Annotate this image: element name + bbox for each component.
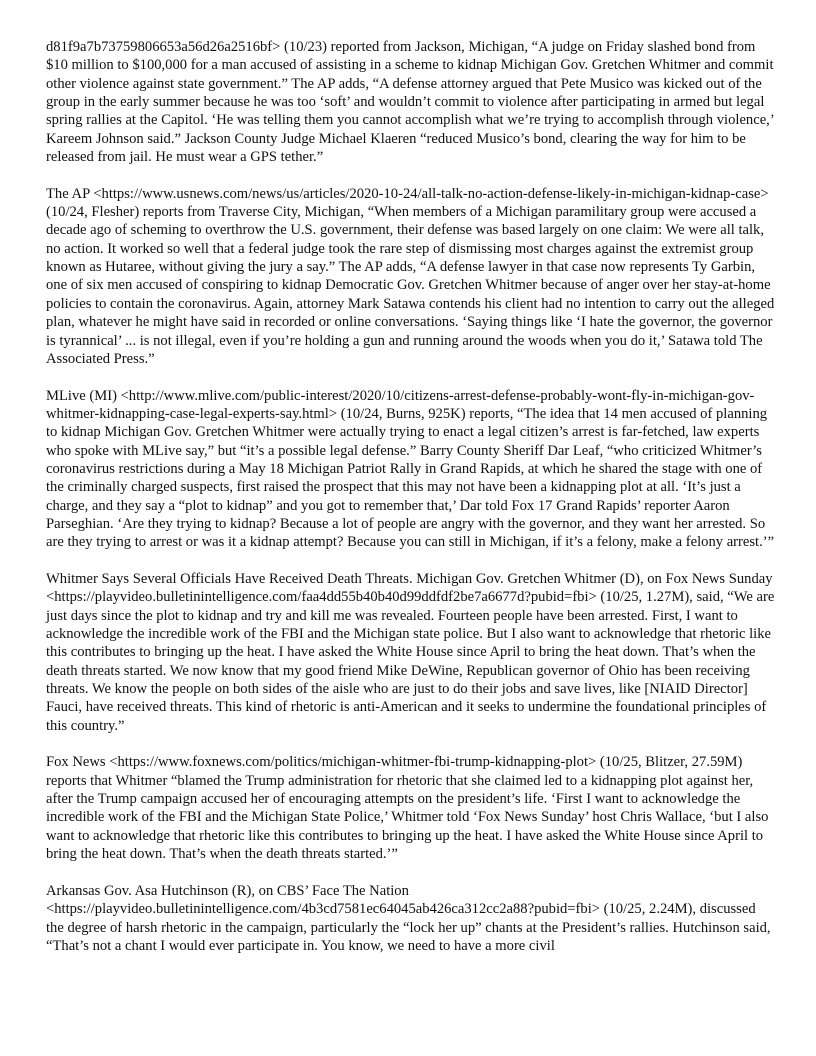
paragraph-whitmer-death-threats: Whitmer Says Several Officials Have Received Death Threats. Michigan Gov. Gretchen Whitmer (D), on Fox News Sunday <https://playvideo.bulletinintelligence.com/faa4dd55b40b40d99ddfdf2be7a6677d?pubid=fbi> (10/25, 1.27M), said, “We are just days since the plot to kidnap and try and kill me was revealed. Fourteen people have been arrested. First, I want to acknowledge the incredible work of the FBI and the Michigan state police. But I also want to acknowledge that rhetoric like this contributes to bringing up the heat. I have asked the White House since April to bring the heat down. That’s when the death threats started. We now know that my good friend Mike DeWine, Republican governor of Ohio has been receiving threats. We know the people on both sides of the aisle who are just to do their jobs and save lives, like [NIAID Director] Fauci, have received threats. This kind of rhetoric is anti-American and it seeks to undermine the foundational principles of this country.”: [46, 570, 775, 734]
paragraph-fox-news-report: Fox News <https://www.foxnews.com/politics/michigan-whitmer-fbi-trump-kidnapping-plot> (10/25, Blitzer, 27.59M) reports that Whitmer “blamed the Trump administration for rhetoric that she claimed led to a kidnapping plot against her, after the Trump campaign accused her of encouraging attempts on the president’s life. ‘First I want to acknowledge the incredible work of the FBI and the Michigan State Police,’ Whitmer told ‘Fox News Sunday’ host Chris Wallace, ‘but I also want to acknowledge that rhetoric like this contributes to bringing up the heat. I have asked the White House since April to bring the heat down. That’s when the death threats started.’”: [46, 754, 769, 863]
paragraph-ap-hutaree-defense: The AP <https://www.usnews.com/news/us/articles/2020-10-24/all-talk-no-action-defense-likely-in-michigan-kidnap-case> (10/24, Flesher) reports from Traverse City, Michigan, “When members of a Michigan paramilitary group were accused a decade ago of scheming to overthrow the U.S. government, their defense was based largely on one claim: We were all talk, no action. It worked so well that a federal judge took the rare step of dismissing most charges against the extremist group known as Hutaree, without giving the jury a say.” The AP adds, “A defense lawyer in that case now represents Ty Garbin, one of six men accused of conspiring to kidnap Democratic Gov. Gretchen Whitmer because of anger over her stay-at-home policies to contain the coronavirus. Again, attorney Mark Satawa contends his client had no intention to carry out the alleged plan, whatever he might have said in recorded or online conversations. ‘Saying things like ‘I hate the governor, the governor is tyrannical’ ... is not illegal, even if you’re holding a gun and running around the woods when you do it,’ Satawa told The Associated Press.”: [46, 185, 775, 367]
paragraph-mlive-citizens-arrest: MLive (MI) <http://www.mlive.com/public-interest/2020/10/citizens-arrest-defense-probably-wont-fly-in-michigan-gov-whitmer-kidnapping-case-legal-experts-say.html> (10/24, Burns, 925K) reports, “The idea that 14 men accused of planning to kidnap Michigan Gov. Gretchen Whitmer were actually trying to enact a legal citizen’s arrest is far-fetched, law experts who spoke with MLive say,” but “it’s a possible legal defense.” Barry County Sheriff Dar Leaf, “who criticized Whitmer’s coronavirus restrictions during a May 18 Michigan Patriot Rally in Grand Rapids, at which he shared the stage with one of the criminally charged suspects, first raised the prospect that this may not have been a kidnapping plot at all. ‘It’s just a charge, and they say a “plot to kidnap” and you got to remember that,’ Dar told Fox 17 Grand Rapids’ reporter Aaron Parseghian. ‘Are they trying to kidnap? Because a lot of people are angry with the governor, and they want her arrested. So are they trying to arrest or was it a kidnap attempt? Because you can still in Michigan, if it’s a felony, make a felony arrest.’”: [46, 387, 775, 551]
paragraph-musico-bond: d81f9a7b73759806653a56d26a2516bf> (10/23) reported from Jackson, Michigan, “A judge on Friday slashed bond from $10 million to $100,000 for a man accused of assisting in a scheme to kidnap Michigan Gov. Gretchen Whitmer and commit other violence against state government.” The AP adds, “A defense attorney argued that Pete Musico was kicked out of the group in the early summer because he was too ‘soft’ and wouldn’t commit to violence after participating in armed but legal spring rallies at the Capitol. ‘He was telling them you cannot accomplish what we’re trying to accomplish through violence,’ Kareem Johnson said.” Jackson County Judge Michael Klaeren “reduced Musico’s bond, clearing the way for him to be released from jail. He must wear a GPS tether.”: [46, 39, 774, 166]
paragraph-hutchinson-face-the-nation: Arkansas Gov. Asa Hutchinson (R), on CBS’ Face The Nation <https://playvideo.bulletinintelligence.com/4b3cd7581ec64045ab426ca312cc2a88?pubid=fbi> (10/25, 2.24M), discussed the degree of harsh rhetoric in the campaign, particularly the “lock her up” chants at the President’s rallies. Hutchinson said, “That’s not a chant I would ever participate in. You know, we need to have a more civil: [46, 882, 771, 954]
document-body: [46, 38, 776, 974]
